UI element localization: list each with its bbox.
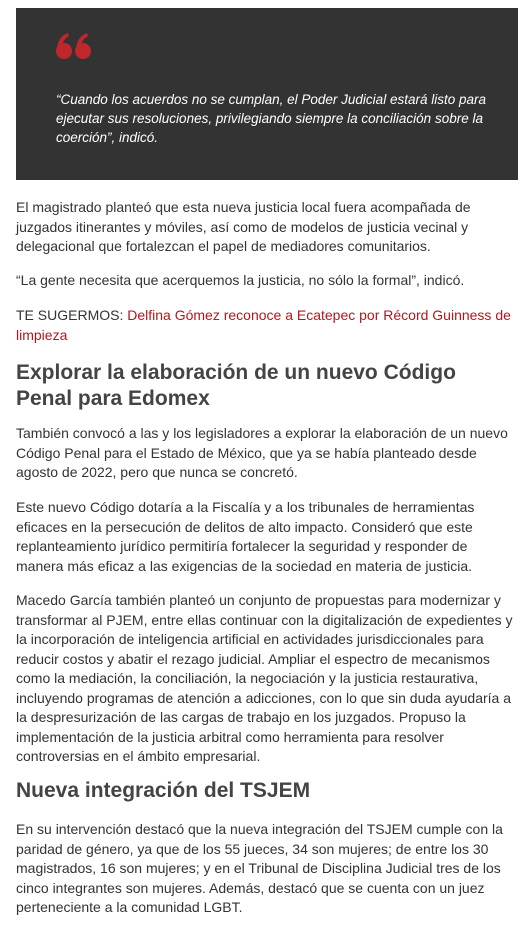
pull-quote-text: “Cuando los acuerdos no se cumplan, el Poder Judicial estará listo para ejecutar sus resoluciones, privilegiando siempre la conciliación sobre la coerción”, indicó. — [56, 92, 486, 145]
section-heading: Explorar la elaboración de un nuevo Código Penal para Edomex — [16, 361, 456, 410]
suggested-article-link[interactable]: Delfina Gómez reconoce a Ecatepec por Récord Guinness de limpieza — [16, 307, 511, 343]
suggested-reading-label: TE SUGERMOS: — [16, 307, 128, 323]
quote-icon — [56, 32, 92, 60]
paragraph: En su intervención destacó que la nueva integración del TSJEM cumple con la paridad de género, ya que de los 55 jueces, 34 son mujeres; de entre los 30 magistrados, 16 son mujeres; y en el Tribunal de Disciplina Judicial tres de los cinco integrantes son mujeres. Además, destacó que se cuenta con un juez perteneciente a la comunidad LGBT. — [16, 821, 503, 915]
paragraph: Este nuevo Código dotaría a la Fiscalía y a los tribunales de herramientas eficaces en la persecución de delitos de alto impacto. Consideró que este replanteamiento jurídico permitiría fortalecer la seguridad y responder de manera más eficaz a las exigencias de la sociedad en materia de justicia. — [16, 499, 475, 574]
paragraph: También convocó a las y los legisladores a explorar la elaboración de un nuevo Código Penal para el Estado de México, que ya se había planteado desde agosto de 2022, pero que nunca se concretó. — [16, 425, 508, 480]
paragraph: El magistrado planteó que esta nueva justicia local fuera acompañada de juzgados itinerantes y móviles, así como de modelos de justicia vecinal y delegacional que fortalezcan el papel de mediadores comunitarios. — [16, 199, 471, 254]
section-heading: Nueva integración del TSJEM — [16, 779, 311, 802]
pull-quote — [16, 8, 518, 180]
paragraph: Macedo García también planteó un conjunto de propuestas para modernizar y transformar al PJEM, entre ellas continuar con la digitalización de expedientes y la incorporación de inteligencia artificial en actividades jurisdiccionales para reducir costos y abatir el rezago judicial. Ampliar el espectro de mecanismos como la mediación, la conciliación, la negociación y la justicia restaurativa, incluyendo programas de atención a adicciones, con lo que sin duda ayudaría a la despresurización de las cargas de trabajo en los juzgados. Propuso la implementación de la justicia arbitral como herramienta para resolver controversias en el ámbito empresarial. — [16, 592, 513, 764]
suggested-reading — [16, 306, 516, 345]
paragraph: “La gente necesita que acerquemos la justicia, no sólo la formal”, indicó. — [16, 272, 465, 288]
